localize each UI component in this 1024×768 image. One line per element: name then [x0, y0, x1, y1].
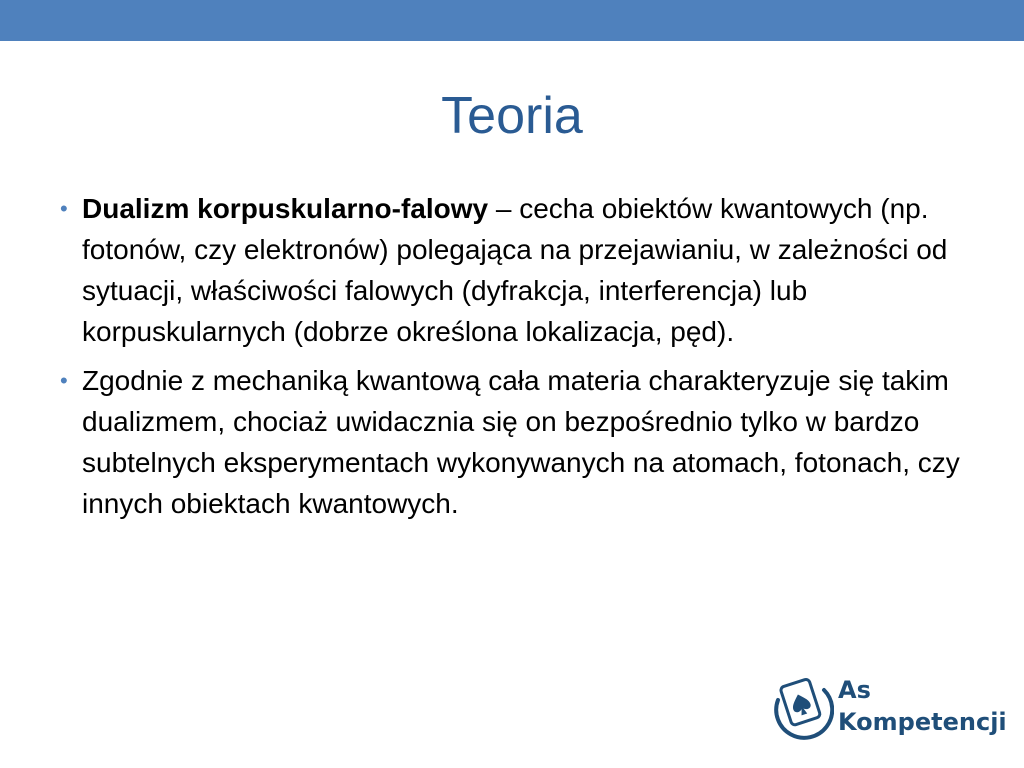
logo-line-2: Kompetencji	[838, 708, 1007, 736]
bullet-text: Zgodnie z mechaniką kwantową cała materia charakteryzuje się takim dualizmem, chociaż uwidacznia się on bezpośrednio tylko w bardzo subtelnych eksperymentach wykonywanych na atomach, fotonach, czy innych obiektach kwantowych.	[82, 365, 960, 519]
logo-text	[838, 674, 1007, 738]
bullet-text: – cecha obiektów kwantowych (np. fotonów, czy elektronów) polegająca na przejawianiu, w zależności od sytuacji, właściwości falowych (dyfrakcja, interferencja) lub korpuskularnych (dobrze określona lokalizacja, pęd).	[82, 193, 948, 347]
logo	[768, 670, 1007, 750]
top-accent-bar	[0, 0, 1024, 41]
bullet-list	[60, 188, 960, 532]
bullet-dot-icon: •	[60, 368, 68, 393]
logo-line-1: As	[838, 676, 871, 704]
bullet-item	[60, 360, 960, 524]
bullet-term: Dualizm korpuskularno-falowy	[82, 193, 489, 224]
bullet-dot-icon: •	[60, 196, 68, 221]
slide-title: Teoria	[441, 87, 583, 145]
card-spade-icon	[768, 670, 834, 742]
bullet-item	[60, 188, 960, 352]
